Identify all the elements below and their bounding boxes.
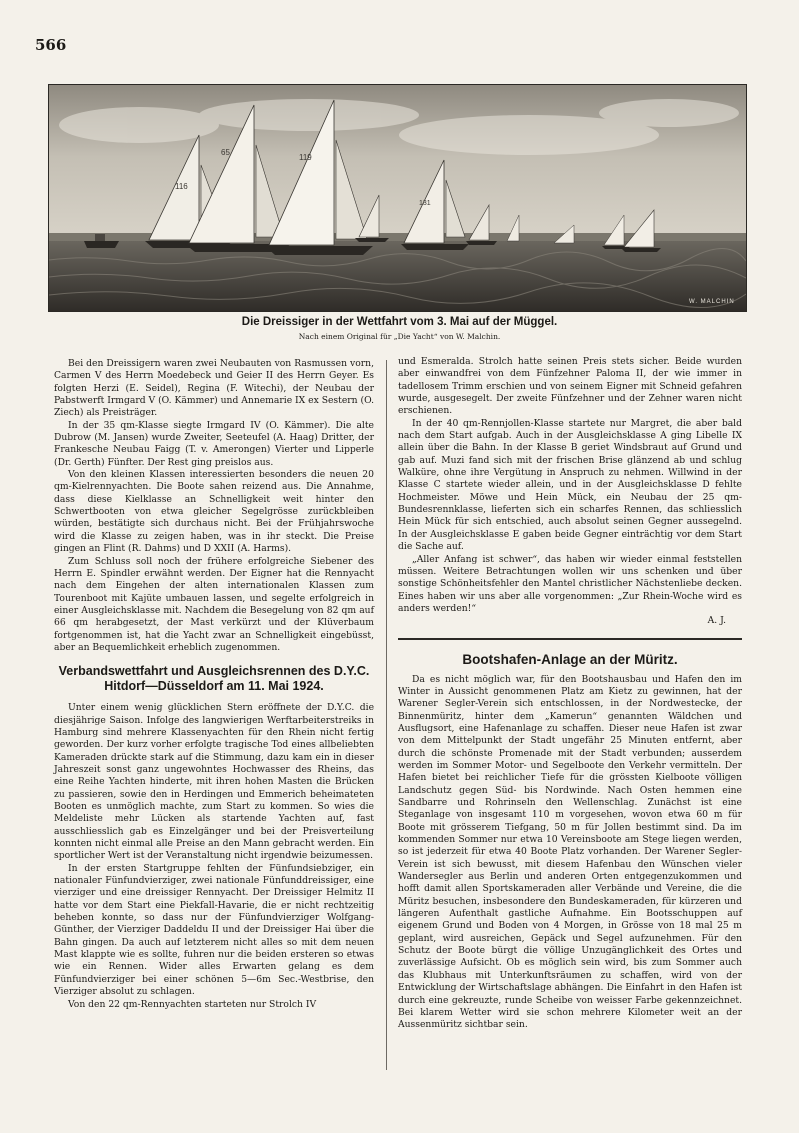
paragraph: In der 40 qm-Rennjollen-Klasse startete nur Margret, die aber bald nach dem Start aufgab. Auch in der Ausgleichsklasse A ging Libelle IX allein über die Bahn. In der Klasse B geriet Windsbraut auf Grund und gab auf. Muzi fand sich mit der frischen Brise glänzend ab und schlug Walküre, ohne ihre Vergütung in Anspruch zu nehmen. Willwind in der Klasse C startete wieder allein, und in der Ausgleichsklasse D fehlte Hochmeister. Möwe und Hein Mück, ein Neubau der 25 qm-Bundesrennklasse, lieferten sich ein scharfes Rennen, das schliesslich Hein Mück für sich entschied, auch absolut seinen Gegner aussegelnd. In der Ausgleichsklasse E gaben beide Gegner einträchtig vor dem Start die Sache auf. <box>398 417 742 553</box>
figure-credit: Nach einem Original für „Die Yacht“ von W. Malchin. <box>298 332 501 341</box>
paragraph: Von den 22 qm-Rennyachten starteten nur Strolch IV <box>68 998 317 1010</box>
paragraph: Von den kleinen Klassen interessierten besonders die neuen 20 qm-Kielrennyachten. Die Boote sahen reizend aus. Die Annahme, dass diese Kielklasse an Schnelligkeit weit hinter den Schwertbooten von etwa gleicher Segelgrösse zurückbleiben würden, bestätigte sich durchaus nicht. Bei der Frühjahrswoche wird die Klasse zu zeigen haben, was in ihr steckt. Die Preise gingen an Flint (R. Dahms) und D XXII (A. Harms). <box>54 469 374 555</box>
sail-number: 65 <box>221 148 230 157</box>
paragraph: Zum Schluss soll noch der frühere erfolgreiche Siebener des Herrn E. Spindler erwähnt werden. Der Eigner hat die Rennyacht nach dem Eingehen der alten internationalen Klassen zum Tourenboot mit Kajüte umbauen lassen, und segelte erfolgreich in einer Ausgleichsklasse mit. Nachdem die Besegelung von 82 qm auf 66 qm herabgesetzt, der Mast verkürzt und der Klüverbaum fortgenommen ist, hat die Yacht zwar an Schnelligkeit eingebüsst, aber an Bequemlichkeit erheblich zugenommen. <box>54 555 374 653</box>
paragraph: „Aller Anfang ist schwer“, das haben wir wieder einmal feststellen müssen. Weitere Betrachtungen wollen wir uns schenken und über sonstige Schönheitsfehler den Mantel christlicher Nächstenliebe decken. Eines haben wir uns aber alle vorgenommen: „Zur Rhein-Woche wird es anders werden!“ <box>398 553 742 614</box>
author-signature: A. J. <box>707 615 726 627</box>
artist-signature: W. MALCHIN <box>689 299 735 305</box>
paragraph: und Esmeralda. Strolch hatte seinen Preis stets sicher. Beide wurden aber einwandfrei von dem Fünfzehner Paloma II, der wie immer in tadellosem Trimm erschien und von seinem Eigner mit Schneid gefahren wurde, ausgesegelt. Der zweite Fünfzehner und der Zehner waren nicht erschienen. <box>398 356 742 417</box>
paragraph: In der ersten Startgruppe fehlten der Fünfundsiebziger, ein nationaler Fünfundvierziger, zwei nationale Fünfunddreissiger, eine vierziger und eine dreissiger Rennyacht. Der Dreissiger Helmitz II hatte vor dem Start eine Piekfall-Havarie, die er nicht rechtzeitig beheben konnte, so dass nur der Fünfundvierziger Wolfgang-Günther, der Vierziger Daddeldu II und der Dreissiger Hai über die Bahn gingen. Da auch auf letzterem nicht alles so mit dem neuen Mast klappte wie es sollte, fuhren nur die beiden ersteren so etwas wie ein Rennen. Wider alles Erwarten gelang es dem Fünfundvierziger bei einer schönen 5—6m Sec.-Westbrise, den Vierziger absolut zu schlagen. <box>54 862 374 998</box>
regatta-illustration <box>48 84 747 312</box>
paragraph: Unter einem wenig glücklichen Stern eröffnete der D.Y.C. die diesjährige Saison. Infolge des langwierigen Werftarbeiterstreiks in Hamburg sind mehrere Klassenyachten für den Rhein nicht fertig geworden. Der kurz vorher erfolgte tragische Tod eines allbeliebten Kameraden drückte stark auf die Stimmung, dazu kam ein in dieser Jahreszeit sonst ganz ungewohntes Hochwasser des Rheins, das eine Reihe Yachten hinderte, mit ihren hohen Masten die Brücken zu passieren, sowie den in Herdingen und Emmerich beheimateten Booten es unmöglich machte, zum Start zu kommen. So wies die Meldeliste mehr Lücken als startende Yachten auf, fast ausschliesslich gab es Einzelgänger und bei der Preisverteilung konnten nicht einmal alle Preise an den Mann gebracht werden. Ein sportlicher Wert ist der Veranstaltung nicht irgendwie beizumessen. <box>54 702 374 862</box>
figure-caption: Die Dreissiger in der Wettfahrt vom 3. Mai auf der Müggel. <box>241 316 558 328</box>
paragraph: Bei den Dreissigern waren zwei Neubauten von Rasmussen vorn, Carmen V des Herrn Moedebeck und Geier II des Herrn Geyer. Es folgten Herzi (E. Seidel), Regina (F. Witechi), der Neubau der Pabstwerft Irmgard V (O. Kämmer) und Annemarie IX ex Sestern (O. Ziech) als Preisträger. <box>54 358 374 419</box>
sail-number: 119 <box>299 153 312 162</box>
article-headline: Bootshafen-Anlage an der Müritz. <box>462 651 678 667</box>
article-headline: Verbandswettfahrt und Ausgleichsrennen des D.Y.C. Hitdorf—Düsseldorf am 11. Mai 1924. <box>58 664 370 694</box>
paragraph: Da es nicht möglich war, für den Bootshausbau und Hafen den im Winter in Aussicht genommenen Platz am Kietz zu gewinnen, hat der Warener Segler-Verein sich entschlossen, in der Nordwestecke, der Binnenmüritz, hinter dem „Kamerun“ genannten Wäldchen und Ausflugsort, eine Hafenanlage zu schaffen. Dieser neue Hafen ist zwar von dem Mittelpunkt der Stadt ungefähr 25 Minuten entfernt, aber durch die schönste Promenade mit der Stadt verbunden; ausserdem werden im Sommer Motor- und Segelboote den Verkehr vermitteln. Der Hafen bietet bei reichlicher Tiefe für die grössten Kielboote völligen Landschutz gegen Süd- bis Nordwinde. Nach Osten hemmen eine Sandbarre und Rohrinseln den Wellenschlag. Zunächst ist eine Steganlage von insgesamt 110 m vorgesehen, wovon etwa 60 m für Boote mit grösserem Tiefgang, 50 m für Jollen bestimmt sind. Da im kommenden Sommer nur etwa 10 Vereinsboote am Stege liegen werden, so ist jederzeit für etwa 40 Boote Platz vorhanden. Der Warener Segler-Verein ist sich bewusst, mit diesem Hafenbau den Wünschen vieler Wandersegler aus Berlin und anderen Orten entgegenzukommen und hofft damit allen Sportskameraden aller Verbände und Vereine, die die Müritz besuchen, insbesondere den Bundeskameraden, für kürzeren und längeren Aufenthalt gastliche Aufnahme. Ein Bootsschuppen auf eigenem Grund und Boden von 4 Morgen, in Grösse von 18 mal 25 m geplant, wird ausreichen, Gepäck und Segel aufzunehmen. Für den Schutz der Boote bürgt die völlige Unzugänglichkeit des Ortes und zuverlässige Aufsicht. Ob es möglich sein wird, bis zum Sommer auch das Klubhaus mit Unterkunftsräumen zu schaffen, wird von der Entwicklung der Wirtschaftslage abhängen. Die Einfahrt in den Hafen ist durch eine gekreuzte, runde Scheibe von weisser Farbe gekennzeichnet. Bei klarem Wetter wird sie schon mehrere Kilometer weit an der Aussenmüritz sichtbar sein. <box>398 673 742 1031</box>
right-column <box>398 356 742 1032</box>
article-separator <box>398 638 742 640</box>
sail-number: 116 <box>175 182 188 191</box>
paragraph: In der 35 qm-Klasse siegte Irmgard IV (O. Kämmer). Die alte Dubrow (M. Jansen) wurde Zweiter, Seeteufel (A. Haag) Dritter, der Frankesche Neubau Faigg (T. v. Amerongen) Vierter und Lipperle (Dr. Gerth) Fünfter. Der Rest ging preislos aus. <box>54 419 374 468</box>
column-divider <box>386 360 387 1070</box>
sail-number: 131 <box>419 200 431 207</box>
left-column <box>54 358 374 1011</box>
page-number: 566 <box>35 36 67 54</box>
